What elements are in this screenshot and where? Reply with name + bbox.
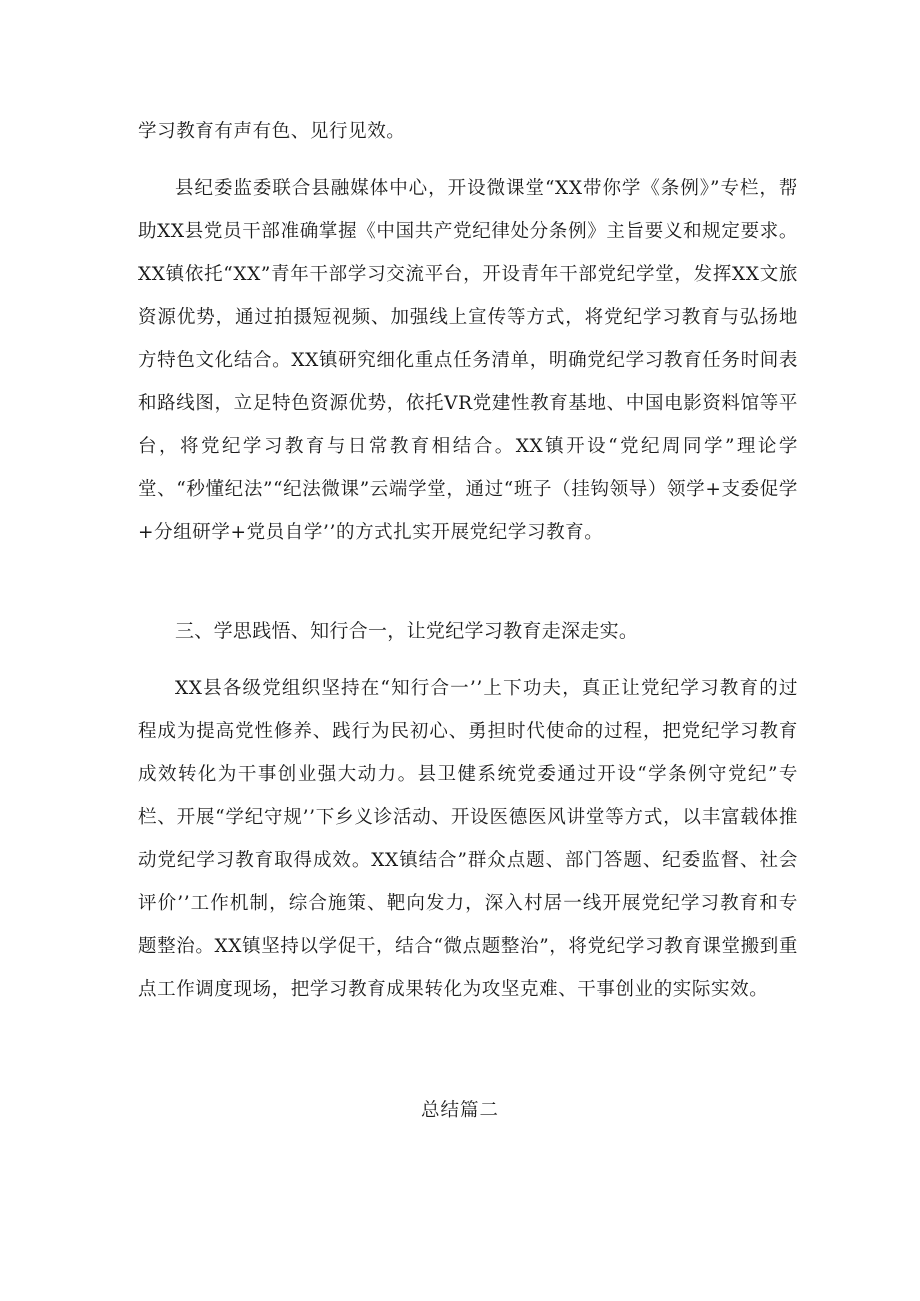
section-heading: 三、学思践悟、知行合一，让党纪学习教育走深走实。 bbox=[175, 620, 639, 642]
paragraph-practice: XX县各级党组织坚持在“知行合一’’上下功夫，真正让党纪学习教育的过程成为提高党性修养、践行为民初心、勇担时代使命的过程，把党纪学习教育成效转化为干事创业强大动力。县卫健系统党委通过开设“学条例守党纪”专栏、开展“学纪守规’’下乡义诊活动、开设医德医风讲堂等方式，以丰富载体推动党纪学习教育取得成效。XX镇结合”群众点题、部门答题、纪委监督、社会评价’’工作机制，综合施策、靶向发力，深入村居一线开展党纪学习教育和专题整治。XX镇坚持以学促干，结合“微点题整治”，将党纪学习教育课堂搬到重点工作调度现场，把学习教育成果转化为攻坚克难、干事创业的实际实效。 bbox=[138, 678, 798, 1000]
paragraph-top-fragment: 学习教育有声有色、见行见效。 bbox=[138, 121, 406, 142]
paragraph-county-media: 县纪委监委联合县融媒体中心，开设微课堂“XX带你学《条例》”专栏，帮助XX县党员干部准确掌握《中国共产党纪律处分条例》主旨要义和规定要求。XX镇依托“XX”青年干部学习交流平台，开设青年干部党纪学堂，发挥XX文旅资源优势，通过拍摄短视频、加强线上宣传等方式，将党纪学习教育与弘扬地方特色文化结合。XX镇研究细化重点任务清单，明确党纪学习教育任务时间表和路线图，立足特色资源优势，依托VR党建性教育基地、中国电影资料馆等平台，将党纪学习教育与日常教育相结合。XX镇开设“党纪周同学”理论学堂、“秒懂纪法”“纪法微课”云端学堂，通过“班子（挂钩领导）领学+支委促学+分组研学+党员自学’’的方式扎实开展党纪学习教育。 bbox=[138, 178, 798, 543]
next-section-title: 总结篇二 bbox=[420, 1100, 499, 1121]
